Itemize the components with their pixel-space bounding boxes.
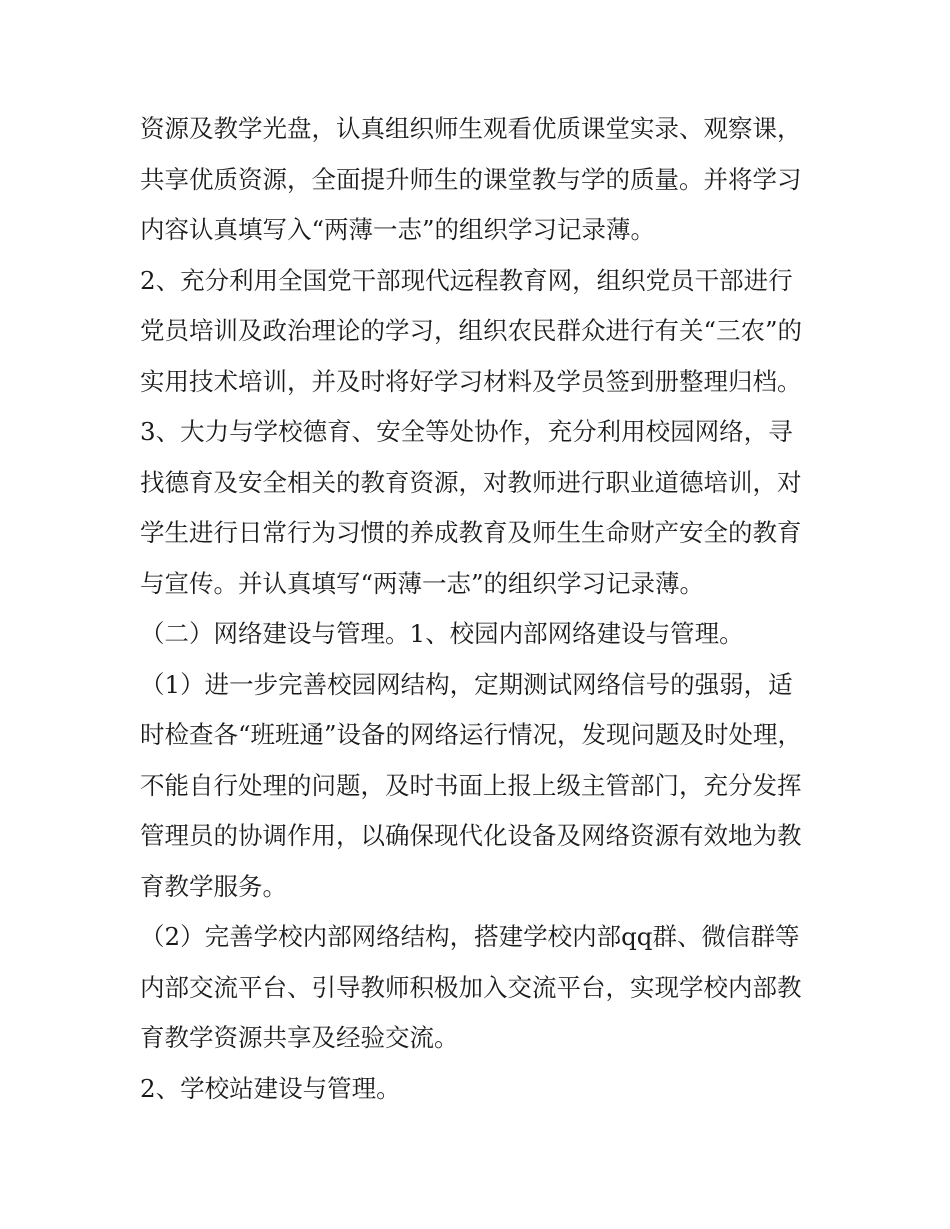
text-line: 内部交流平台、引导教师积极加入交流平台，实现学校内部教 bbox=[140, 972, 802, 1002]
section-heading: （二）网络建设与管理。1、校园内部网络建设与管理。 bbox=[140, 619, 744, 648]
text-line: 资源及教学光盘，认真组织师生观看优质课堂实录、观察课， bbox=[140, 114, 802, 143]
text-line: 实用技术培训，并及时将好学习材料及学员签到册整理归档。 bbox=[140, 366, 802, 396]
text-line: 党员培训及政治理论的学习，组织农民群众进行有关“三农”的 bbox=[140, 316, 803, 345]
text-line: 与宣传。并认真填写“两薄一志”的组织学习记录薄。 bbox=[140, 568, 705, 598]
text-line: 共享优质资源，全面提升师生的课堂教与学的质量。并将学习 bbox=[140, 164, 802, 194]
text-line: 3、大力与学校德育、安全等处协作，充分利用校园网络，寻 bbox=[140, 417, 793, 446]
text-line: 不能自行处理的问题，及时书面上报上级主管部门，充分发挥 bbox=[140, 770, 802, 800]
text-line: 时检查各“班班通”设备的网络运行情况，发现问题及时处理， bbox=[140, 720, 803, 749]
document-body bbox=[140, 104, 830, 1114]
text-line: 学生进行日常行为习惯的养成教育及师生生命财产安全的教育 bbox=[140, 518, 802, 547]
text-line: 内容认真填写入“两薄一志”的组织学习记录薄。 bbox=[140, 215, 656, 244]
text-line: 2、充分利用全国党干部现代远程教育网，组织党员干部进行 bbox=[140, 265, 793, 295]
text-line: （1）进一步完善校园网结构，定期测试网络信号的强弱，适 bbox=[140, 669, 793, 699]
text-line: 育教学资源共享及经验交流。 bbox=[140, 1023, 459, 1052]
text-line: 育教学服务。 bbox=[140, 871, 287, 901]
text-line: （2）完善学校内部网络结构，搭建学校内部qq群、微信群等 bbox=[140, 922, 800, 951]
text-line: 管理员的协调作用，以确保现代化设备及网络资源有效地为教 bbox=[140, 821, 802, 850]
section-heading: 2、学校站建设与管理。 bbox=[140, 1073, 401, 1103]
text-line: 找德育及安全相关的教育资源，对教师进行职业道德培训，对 bbox=[140, 467, 802, 497]
